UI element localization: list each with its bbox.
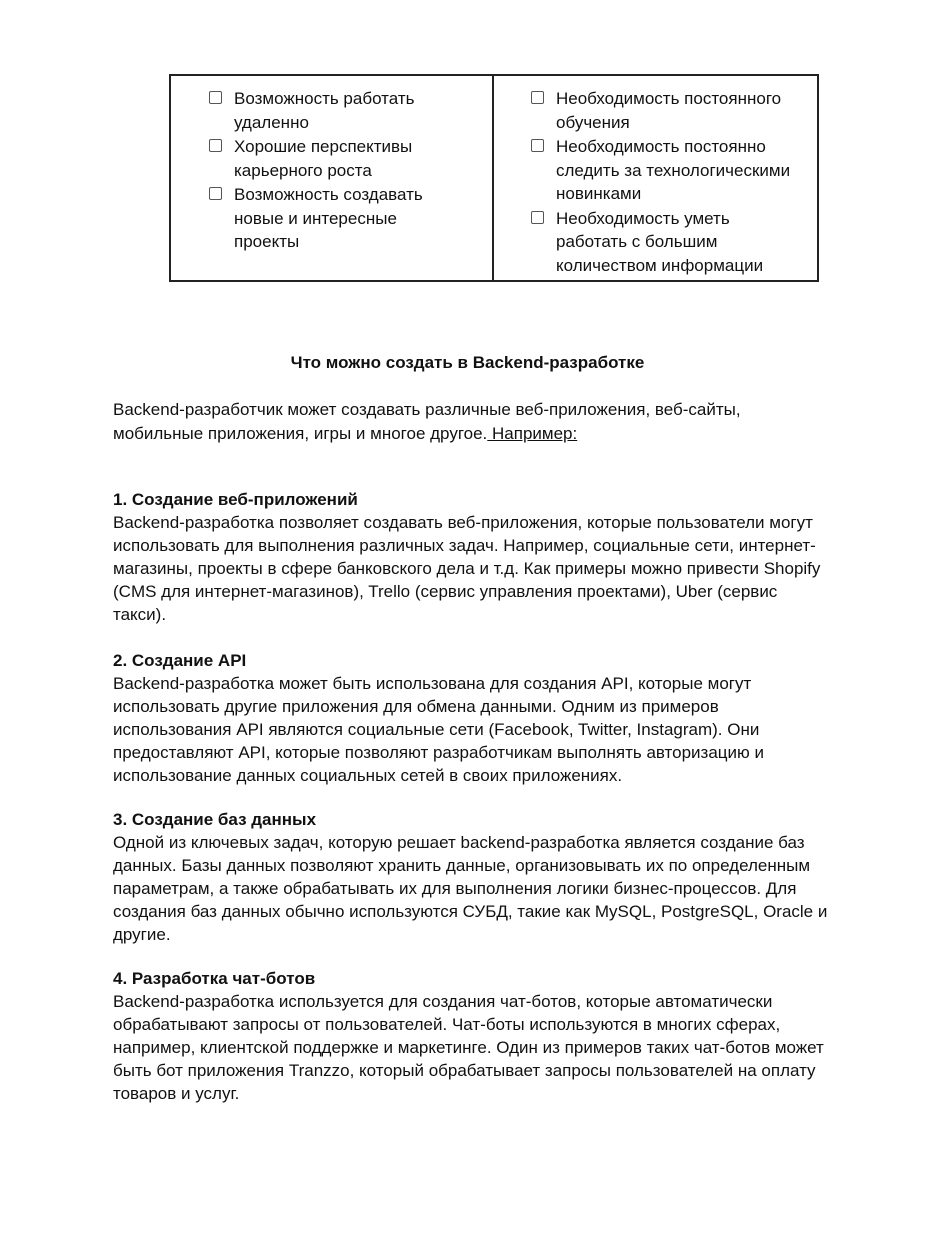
item-heading: 1. Создание веб-приложений [113,490,358,509]
item-api [113,649,833,787]
pros-item [209,183,459,254]
cons-item-text: Необходимость постоянно следить за технологическими новинками [556,137,791,203]
cons-item-text: Необходимость уметь работать с большим количеством информации [556,208,764,275]
pros-item-text: Возможность создавать новые и интересные проекты [234,185,423,251]
item-web-apps [113,488,833,626]
item-heading: 3. Создание баз данных [113,810,317,829]
checkbox-icon[interactable] [209,91,222,104]
checkbox-icon[interactable] [531,211,544,224]
item-body: Backend-разработка позволяет создавать веб-приложения, которые пользователи могут использовать для выполнения различных задач. Например, социальные сети, интернет-магазины, проекты в сфере банковского дела и т.д. Как примеры можно привести Shopify (CMS для интернет-магазинов), Trello (сервис управления проектами), Uber (сервис такси). [113,513,821,624]
intro-paragraph [113,398,833,445]
pros-column [171,76,494,280]
checkbox-icon[interactable] [209,139,222,152]
item-heading: 4. Разработка чат-ботов [113,969,316,988]
item-body: Backend-разработка используется для создания чат-ботов, которые автоматически обрабатывают запросы от пользователей. Чат-боты используются в многих сферах, например, клиентской поддержке и маркетинге. Один из примеров таких чат-ботов может быть бот приложения Tranzzo, который обрабатывает запросы пользователей на оплату товаров и услуг. [113,992,824,1103]
item-heading: 2. Создание API [113,651,247,670]
pros-item-text: Хорошие перспективы карьерного роста [234,137,413,180]
checkbox-icon[interactable] [531,91,544,104]
item-chatbots [113,967,833,1105]
cons-item [531,87,791,134]
checkbox-icon[interactable] [531,139,544,152]
cons-column [494,76,817,280]
section-title: Что можно создать в Backend-разработке [290,353,645,372]
pros-item [209,135,459,182]
cons-item-text: Необходимость постоянного обучения [556,89,782,132]
cons-item [531,135,791,206]
item-body: Одной из ключевых задач, которую решает backend-разработка является создание баз данных. Базы данных позволяют хранить данные, организовывать их по определенным параметрам, а также обрабатывать их для выполнения логики бизнес-процессов. Для создания баз данных обычно используются СУБД, такие как MySQL, PostgreSQL, Oracle и другие. [113,833,828,944]
cons-list [531,87,791,278]
checkbox-icon[interactable] [209,187,222,200]
intro-text: Backend-разработчик может создавать различные веб-приложения, веб-сайты, мобильные приложения, игры и многое другое. [113,400,741,443]
pros-list [209,87,459,255]
cons-item [531,207,791,278]
pros-cons-table [169,74,819,282]
pros-item-text: Возможность работать удаленно [234,89,415,132]
intro-example-link[interactable]: Например: [487,423,578,443]
item-databases [113,808,833,946]
pros-item [209,87,459,134]
item-body: Backend-разработка может быть использована для создания API, которые могут использовать другие приложения для обмена данными. Одним из примеров использования API являются социальные сети (Facebook, Twitter, Instagram). Они предоставляют API, которые позволяют разработчикам выполнять авторизацию и использование данных социальных сетей в своих приложениях. [113,674,765,785]
